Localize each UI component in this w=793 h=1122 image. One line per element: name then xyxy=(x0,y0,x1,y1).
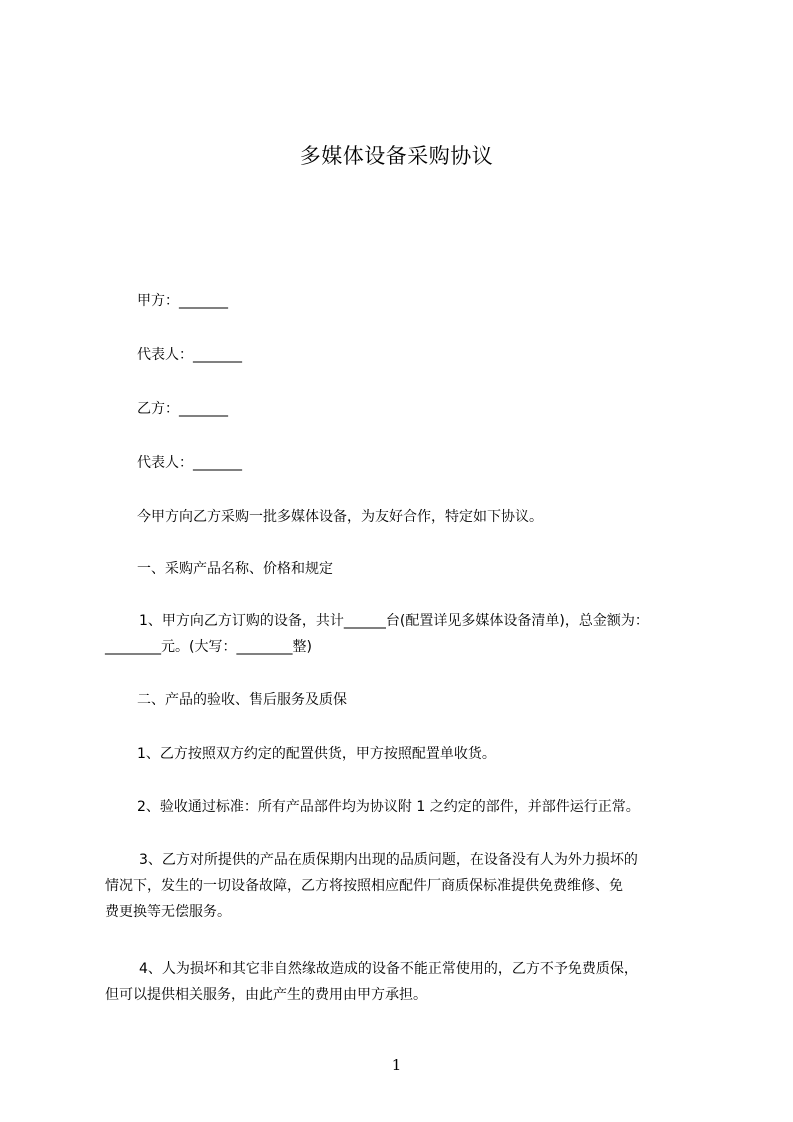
section-1-item-1-line-2: ________元。(大写：________整) xyxy=(105,639,312,655)
section-1-item-1 xyxy=(105,608,717,660)
section-2-item-4-line-2: 但可以提供相关服务，由此产生的费用由甲方承担。 xyxy=(105,987,427,1003)
section-2-item-4-line-1: 4、人为损坏和其它非自然缘故造成的设备不能正常使用的，乙方不予免费质保， xyxy=(139,961,638,977)
section-1-heading: 一、采购产品名称、价格和规定 xyxy=(137,561,333,577)
party-b-line: 乙方：_______ xyxy=(137,401,228,417)
party-a-representative-line: 代表人：_______ xyxy=(137,347,242,363)
section-2-item-3-line-1: 3、乙方对所提供的产品在质保期内出现的品质问题，在设备没有人为外力损坏的 xyxy=(139,852,638,868)
section-2-item-3 xyxy=(105,847,717,925)
page-title: 多媒体设备采购协议 xyxy=(299,144,494,168)
party-b-representative-line: 代表人：_______ xyxy=(137,455,242,471)
section-2-item-4 xyxy=(105,956,717,1008)
page-number: 1 xyxy=(391,1056,402,1074)
intro-paragraph: 今甲方向乙方采购一批多媒体设备，为友好合作，特定如下协议。 xyxy=(137,509,543,525)
section-2-item-3-line-3: 费更换等无偿服务。 xyxy=(105,904,231,920)
party-a-line: 甲方：_______ xyxy=(137,293,228,309)
section-2-item-3-line-2: 情况下，发生的一切设备故障，乙方将按照相应配件厂商质保标准提供免费维修、免 xyxy=(105,878,623,894)
section-2-item-1: 1、乙方按照双方约定的配置供货，甲方按照配置单收货。 xyxy=(137,746,496,762)
section-1-item-1-line-1: 1、甲方向乙方订购的设备，共计______台(配置详见多媒体设备清单)，总金额为： xyxy=(139,613,649,629)
section-2-heading: 二、产品的验收、售后服务及质保 xyxy=(137,692,347,708)
section-2-item-2: 2、验收通过标准：所有产品部件均为协议附 1 之约定的部件，并部件运行正常。 xyxy=(137,799,640,815)
